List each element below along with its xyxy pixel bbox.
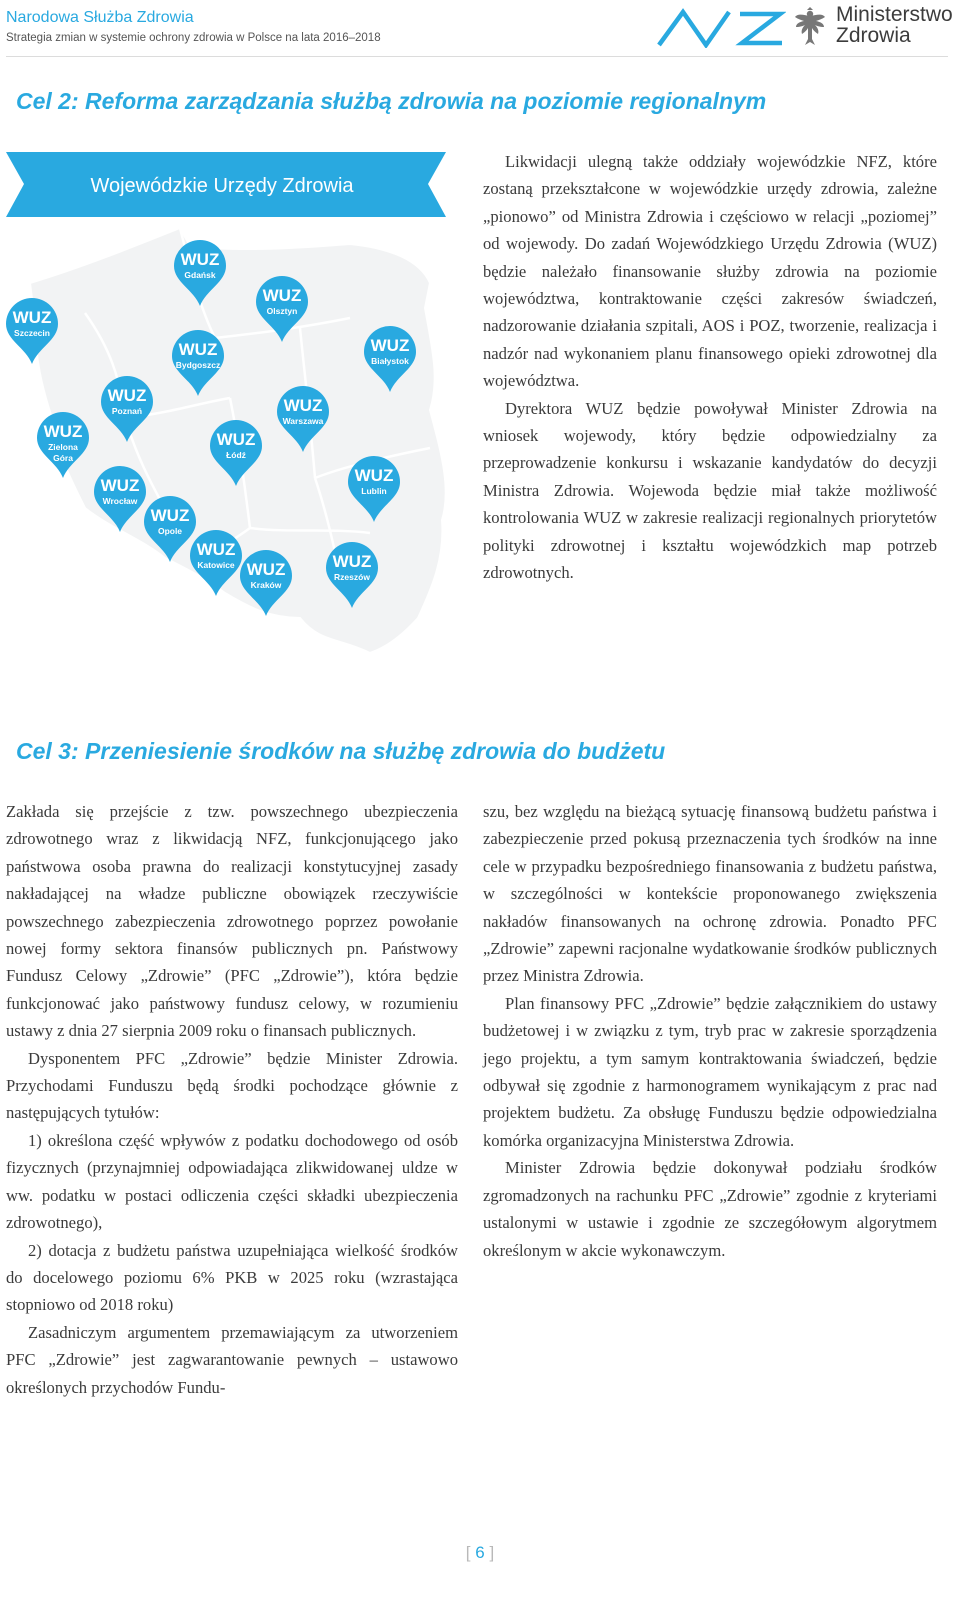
paragraph: Likwidacji ulegną także oddziały wojewódzkie NFZ, które zostaną przekształcone w wojewódzkie urzędy zdrowia, zależne „pionowo” od Ministra Zdrowia i częściowo w relacji „poziomej” od wojewody. Do zadań Wojewódzkiego Urzędu Zdrowia (WUZ) będzie należało finansowanie służby zdrowia na poziomie województwa, kontraktowanie części zakresów świadczeń, nadzorowanie działania szpitali, AOS i POZ, tworzenie, realizacja i nadzór nad wykonaniem planu finansowego opieki zdrowotnej dla województwa. — [483, 152, 937, 391]
section-2-title: Cel 2: Reforma zarządzania służbą zdrowia na poziomie regionalnym — [16, 88, 767, 114]
pin-city-name: Opole — [157, 526, 183, 536]
eagle-emblem-icon — [793, 6, 827, 48]
pin-city-name: Lublin — [361, 486, 387, 496]
paragraph: Minister Zdrowia będzie dokonywał podziału środków zgromadzonych na rachunku PFC „Zdrowie” zgodnie z kryteriami ustalonymi w ustawie i zgodnie ze szczegółowym algorytmem określonym w akcie wykonawczym. — [483, 1158, 937, 1260]
pin-city-name: Katowice — [197, 560, 235, 570]
pin-label: WUZ — [180, 250, 220, 269]
ministry-line-1: Ministerstwo — [836, 3, 953, 26]
ministry-name — [836, 4, 953, 46]
pin-city-name: Poznań — [111, 406, 143, 416]
page-bracket-close: ] — [489, 1543, 495, 1562]
paragraph: Zakłada się przejście z tzw. powszechnego ubezpieczenia zdrowotnego wraz z likwidacją NFZ, funkcjonującego jako państwowa osoba prawna do realizacji konstytucyjnej zasady nakładającej na władze publiczne obowiązek rzeczywiście powszechnego zabezpieczenia zdrowotnego poprzez powołanie nowej formy sektora finansów publicznych pn. Państwowy Fundusz Celowy „Zdrowie” (PFC „Zdrowie”), która będzie funkcjonować jako państwowy fundusz celowy, w rozumieniu ustawy z dnia 27 sierpnia 2009 roku o finansach publicznych. — [6, 802, 458, 1041]
page-number-value: 6 — [475, 1543, 485, 1562]
pin-label: WUZ — [370, 336, 410, 355]
pin-label: WUZ — [246, 560, 286, 579]
pin-city-name: Olsztyn — [266, 306, 298, 316]
list-item: 1) określona część wpływów z podatku dochodowego od osób fizycznych (przynajmniej odpowiadająca zlikwidowanej uldze w ww. podatku w postaci odliczenia części składki ubezpieczenia zdrowotnego), — [6, 1130, 458, 1233]
publication-subtitle: Strategia zmian w systemie ochrony zdrowia w Polsce na lata 2016–2018 — [6, 32, 381, 44]
list-item: 2) dotacja z budżetu państwa uzupełniająca wielkość środków do docelowego poziomu 6% PKB w 2025 roku (wzrastająca stopniowo od 2018 roku) — [6, 1240, 458, 1315]
pin-city-name: Wrocław — [102, 496, 138, 506]
section-3-title: Cel 3: Przeniesienie środków na służbę zdrowia do budżetu — [16, 738, 666, 764]
paragraph: Dysponentem PFC „Zdrowie” będzie Minister Zdrowia. Przychodami Funduszu będą środki pochodzące głównie z następujących tytułów: — [6, 1048, 458, 1123]
page-bracket-open: [ — [465, 1543, 471, 1562]
pin-city-name: Warszawa — [282, 416, 324, 426]
section-2-text — [483, 148, 937, 587]
pin-label: WUZ — [283, 396, 323, 415]
pin-city-name: Kraków — [250, 580, 282, 590]
page-header — [0, 0, 960, 58]
pin-label: WUZ — [107, 386, 147, 405]
page-number — [0, 1543, 960, 1563]
publication-title: Narodowa Służba Zdrowia — [6, 9, 194, 26]
pin-city-name: Bydgoszcz — [175, 360, 221, 370]
pin-city-name: Białystok — [371, 356, 409, 366]
pin-label: WUZ — [216, 430, 256, 449]
section-3-right-column — [483, 798, 937, 1264]
pin-label: WUZ — [100, 476, 140, 495]
pin-label: WUZ — [332, 552, 372, 571]
paragraph: Zasadniczym argumentem przemawiającym za utworzeniem PFC „Zdrowie” jest zagwarantowanie pewnych – ustawowo określonych przychodów Fundu- — [6, 1322, 458, 1397]
section-3-left-column — [6, 798, 458, 1401]
nsz-logo-icon — [656, 6, 786, 48]
pin-label: WUZ — [196, 540, 236, 559]
pin-city-name: Góra — [53, 453, 73, 463]
pin-label: WUZ — [12, 308, 52, 327]
pin-city-name: Gdańsk — [184, 270, 216, 280]
pin-label: WUZ — [178, 340, 218, 359]
banner-title: Wojewódzkie Urzędy Zdrowia — [90, 175, 354, 197]
pin-label: WUZ — [354, 466, 394, 485]
pin-label: WUZ — [150, 506, 190, 525]
ministry-line-2: Zdrowia — [836, 24, 911, 47]
header-divider — [6, 56, 948, 57]
pin-city-name: Zielona — [48, 442, 78, 452]
pin-city-name: Szczecin — [14, 328, 50, 338]
paragraph: szu, bez względu na bieżącą sytuację finansową budżetu państwa i zabezpieczenie przed pokusą przeznaczenia tych środków na inne cele w przypadku bezpośredniego finansowania z budżetu państwa, w szczególności w kontekście proponowanego zwiększenia nakładów finansowanych na ochronę zdrowia. Ponadto PFC „Zdrowie” zapewni racjonalne wydatkowanie środków publicznych przez Ministra Zdrowia. — [483, 802, 937, 986]
pin-city-name: Rzeszów — [334, 572, 370, 582]
pin-city-name: Łódź — [226, 450, 246, 460]
pin-label: WUZ — [43, 422, 83, 441]
pin-label: WUZ — [262, 286, 302, 305]
paragraph: Dyrektora WUZ będzie powoływał Minister Zdrowia na wniosek wojewody, który będzie odpowiedzialny za przeprowadzenie konkursu i wskazanie kandydatów do decyzji Ministra Zdrowia. Wojewoda będzie miał także możliwość kontrolowania WUZ w zakresie realizacji regionalnych priorytetów polityki zdrowotnej i kształtu wojewódzkich map potrzeb zdrowotnych. — [483, 398, 937, 583]
poland-wuz-map — [0, 148, 470, 678]
paragraph: Plan finansowy PFC „Zdrowie” będzie załącznikiem do ustawy budżetowej i w związku z tym, tryb prac w zakresie sporządzenia jego projektu, a tym samym kontraktowania świadczeń, będzie odbywał się zgodnie z harmonogramem wynikającym z prac nad projektem budżetu. Za obsługę Funduszu będzie odpowiedzialna komórka organizacyjna Ministerstwa Zdrowia. — [483, 993, 937, 1150]
